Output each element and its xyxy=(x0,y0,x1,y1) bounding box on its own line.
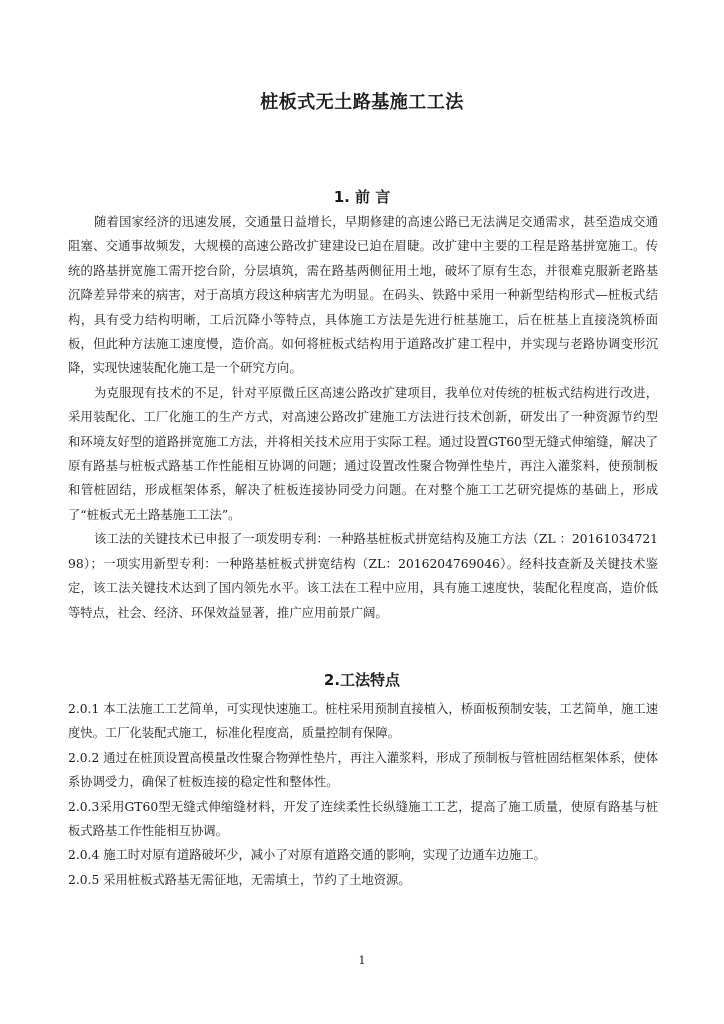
section-1-body xyxy=(68,210,658,625)
feature-item-2-0-5: 2.0.5 采用桩板式路基无需征地，无需填土，节约了土地资源。 xyxy=(68,872,411,887)
page-number: 1 xyxy=(358,954,366,967)
section-1-heading: 1. 前 言 xyxy=(333,188,391,206)
section-1-paragraph-2: 为克服现有技术的不足，针对平原微丘区高速公路改扩建项目，我单位对传统的桩板式结构进行改进，采用装配化、工厂化施工的生产方式，对高速公路改扩建施工方法进行技术创新，研发出了一种资源节约型和环境友好型的道路拼宽施工方法，并将相关技术应用于实际工程。通过设置GT60型无缝式伸缩缝，解决了原有路基与桩板式路基工作性能相互协调的问题；通过设置改性聚合物弹性垫片，再注入灌浆料，使预制板和管桩固结，形成框架体系，解决了桩板连接协同受力问题。在对整个施工工艺研究提炼的基础上，形成了“桩板式无土路基施工工法”。 xyxy=(68,385,658,522)
feature-item-2-0-3: 2.0.3采用GT60型无缝式伸缩缝材料，开发了连续柔性长纵缝施工工艺，提高了施工质量，使原有路基与桩板式路基工作性能相互协调。 xyxy=(68,799,658,839)
feature-item-2-0-1: 2.0.1 本工法施工工艺简单，可实现快速施工。桩柱采用预制直接植入，桥面板预制安装，工艺简单，施工速度快。工厂化装配式施工，标准化程度高，质量控制有保障。 xyxy=(68,702,658,741)
section-1-paragraph-3: 该工法的关键技术已申报了一项发明专利：一种路基桩板式拼宽结构及施工方法（ZL ：2016103472198）；一项实用新型专利：一种路基桩板式拼宽结构（ZL：2016204769046）。经科技查新及关键技术鉴定，该工法关键技术达到了国内领先水平。该工法在工程中应用，具有施工速度快，装配化程度高，造价低等特点，社会、经济、环保效益显著，推广应用前景广阔。 xyxy=(68,532,658,620)
section-1-paragraph-1: 随着国家经济的迅速发展，交通量日益增长，早期修建的高速公路已无法满足交通需求，甚至造成交通阻塞、交通事故频发，大规模的高速公路改扩建建设已迫在眉睫。改扩建中主要的工程是路基拼宽施工。传统的路基拼宽施工需开挖台阶，分层填筑，需在路基两侧征用土地，破坏了原有生态，并很难克服新老路基沉降差异带来的病害，对于高填方段这种病害尤为明显。在码头、铁路中采用一种新型结构形式—桩板式结构，具有受力结构明晰，工后沉降小等特点，具体施工方法是先进行桩基施工，后在桩基上直接浇筑桥面板，但此种方法施工速度慢，造价高。如何将桩板式结构用于道路改扩建工程中，并实现与老路协调变形沉降，实现快速装配化施工是一个研究方向。 xyxy=(68,215,658,376)
document-title: 桩板式无土路基施工工法 xyxy=(260,92,464,113)
section-2-heading: 2.工法特点 xyxy=(323,671,401,689)
feature-item-2-0-4: 2.0.4 施工时对原有道路破坏少，减小了对原有道路交通的影响，实现了边通车边施工。 xyxy=(68,848,546,863)
feature-item-2-0-2: 2.0.2 通过在桩顶设置高模量改性聚合物弹性垫片，再注入灌浆料，形成了预制板与管桩固结框架体系，使体系协调受力，确保了桩板连接的稳定性和整体性。 xyxy=(68,750,658,790)
section-2-body xyxy=(68,697,658,892)
